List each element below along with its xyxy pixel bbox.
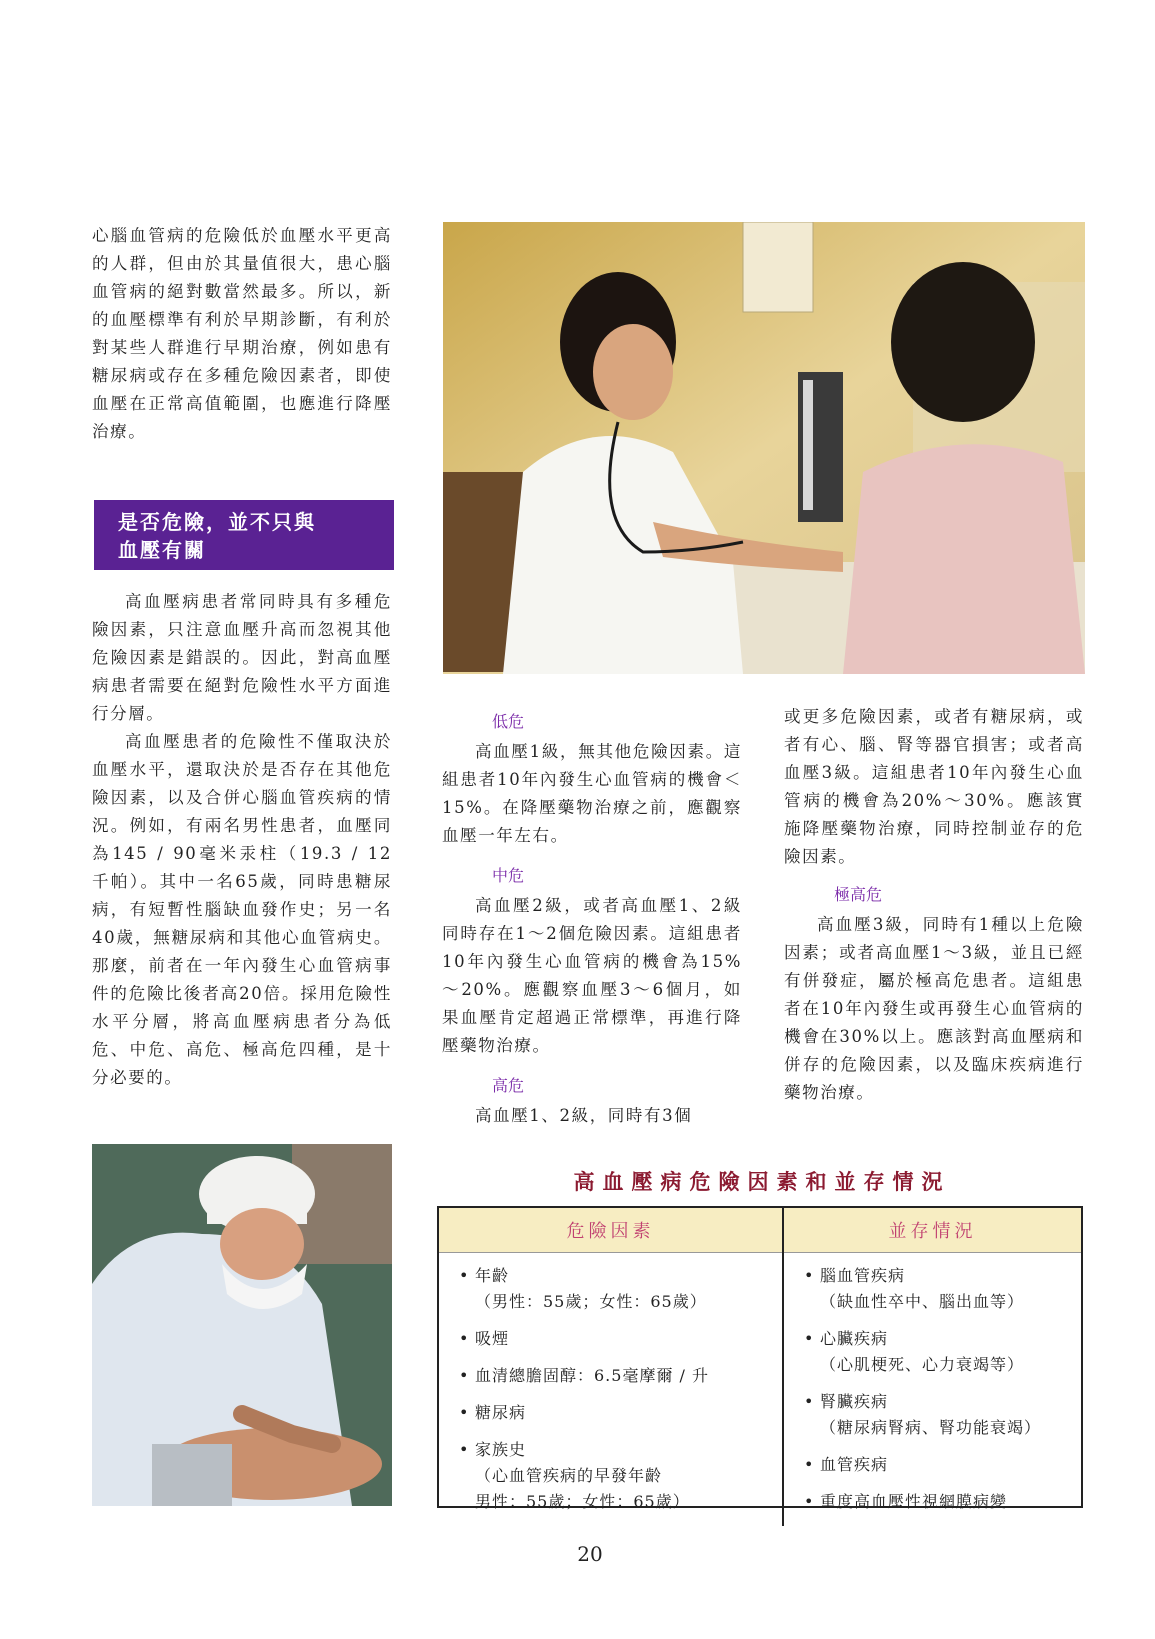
low-risk-title: 低危	[492, 712, 525, 731]
body-paragraph-1: 高血壓病患者常同時具有多種危險因素，只注意血壓升高而忽視其他危險因素是錯誤的。因此，對高血壓病患者需要在絕對危險性水平方面進行分層。	[92, 592, 392, 723]
section-heading-line2: 血壓有關	[118, 538, 206, 562]
very-high-risk-text: 高血壓3級，同時有1種以上危險因素；或者高血壓1～3級，並且已經有併發症，屬於極高危患者。這組患者在10年內發生或再發生心血管病的機會在30%以上。應該對高血壓病和併存的危險因素，以及臨床疾病進行藥物治療。	[784, 915, 1084, 1102]
high-risk-text: 高血壓1、2級，同時有3個	[475, 1106, 693, 1125]
page-number: 20	[577, 1542, 603, 1566]
list-item: • 年齡 （男性：55歲；女性：65歲）	[459, 1266, 707, 1311]
coexisting-conditions-list	[784, 1263, 1081, 1515]
low-risk-text: 高血壓1級，無其他危險因素。這組患者10年內發生心血管病的機會＜15%。在降壓藥物治療之前，應觀察血壓一年左右。	[442, 742, 742, 845]
section-heading	[94, 500, 394, 570]
high-risk-title: 高危	[492, 1076, 525, 1095]
list-item: • 重度高血壓性視網膜病變	[804, 1492, 1008, 1511]
list-item: • 腦血管疾病 （缺血性卒中、腦出血等）	[804, 1266, 1025, 1311]
table-header-risk-factors: 危險因素	[439, 1208, 783, 1253]
photo-doctor-examining-patient	[92, 1144, 392, 1506]
risk-levels-right-column	[784, 703, 1084, 1107]
intro-paragraph: 心腦血管病的危險低於血壓水平更高的人群，但由於其量值很大，患心腦血管病的絕對數當然最多。所以，新的血壓標準有利於早期診斷，有利於對某些人群進行早期治療，例如患有糖尿病或存在多種危險因素者，即使血壓在正常高值範圍，也應進行降壓治療。	[92, 226, 392, 441]
risk-factors-list	[439, 1263, 782, 1515]
list-item: • 血管疾病	[804, 1455, 889, 1474]
list-item: • 吸煙	[459, 1329, 510, 1348]
list-item: • 心臟疾病 （心肌梗死、心力衰竭等）	[804, 1329, 1025, 1374]
list-item: • 家族史 （心血管疾病的早發年齡 男性：55歲；女性：65歲）	[459, 1440, 690, 1511]
risk-levels-middle-column	[442, 700, 742, 1130]
mid-risk-text: 高血壓2級，或者高血壓1、2級同時存在1～2個危險因素。這組患者10年內發生心血管病的機會為15%～20%。應觀察血壓3～6個月，如果血壓肯定超過正常標準，再進行降壓藥物治療。	[442, 896, 742, 1055]
mid-risk-title: 中危	[492, 866, 525, 885]
list-item: • 血清總膽固醇：6.5毫摩爾 / 升	[459, 1366, 710, 1385]
table-title: 高血壓病危險因素和並存情況	[573, 1170, 951, 1194]
very-high-risk-title: 極高危	[834, 885, 883, 904]
high-risk-text-continued: 或更多危險因素，或者有糖尿病，或者有心、腦、腎等器官損害；或者高血壓3級。這組患者10年內發生心血管病的機會為20%～30%。應該實施降壓藥物治療，同時控制並存的危險因素。	[784, 707, 1084, 866]
table-header-coexisting-conditions: 並存情況	[783, 1208, 1081, 1253]
section-heading-line1: 是否危險，並不只與	[118, 510, 316, 534]
list-item: • 腎臟疾病 （糖尿病腎病、腎功能衰竭）	[804, 1392, 1042, 1437]
body-paragraph-2: 高血壓患者的危險性不僅取決於血壓水平，還取決於是否存在其他危險因素，以及合併心腦血管疾病的情況。例如，有兩名男性患者，血壓同為145 / 90毫米汞柱（19.3 / 12 千帕）。其中一名65歲，同時患糖尿病，有短暫性腦缺血發作史；另一名40歲，無糖尿病和其他心血管病史。那麼，前者在一年內發生心血管病事件的危險比後者高20倍。採用危險性水平分層，將高血壓病患者分為低危、中危、高危、極高危四種，是十分必要的。	[92, 732, 392, 1087]
list-item: • 糖尿病	[459, 1403, 527, 1422]
risk-factors-table	[437, 1206, 1083, 1511]
photo-blood-pressure-measurement	[443, 222, 1085, 674]
